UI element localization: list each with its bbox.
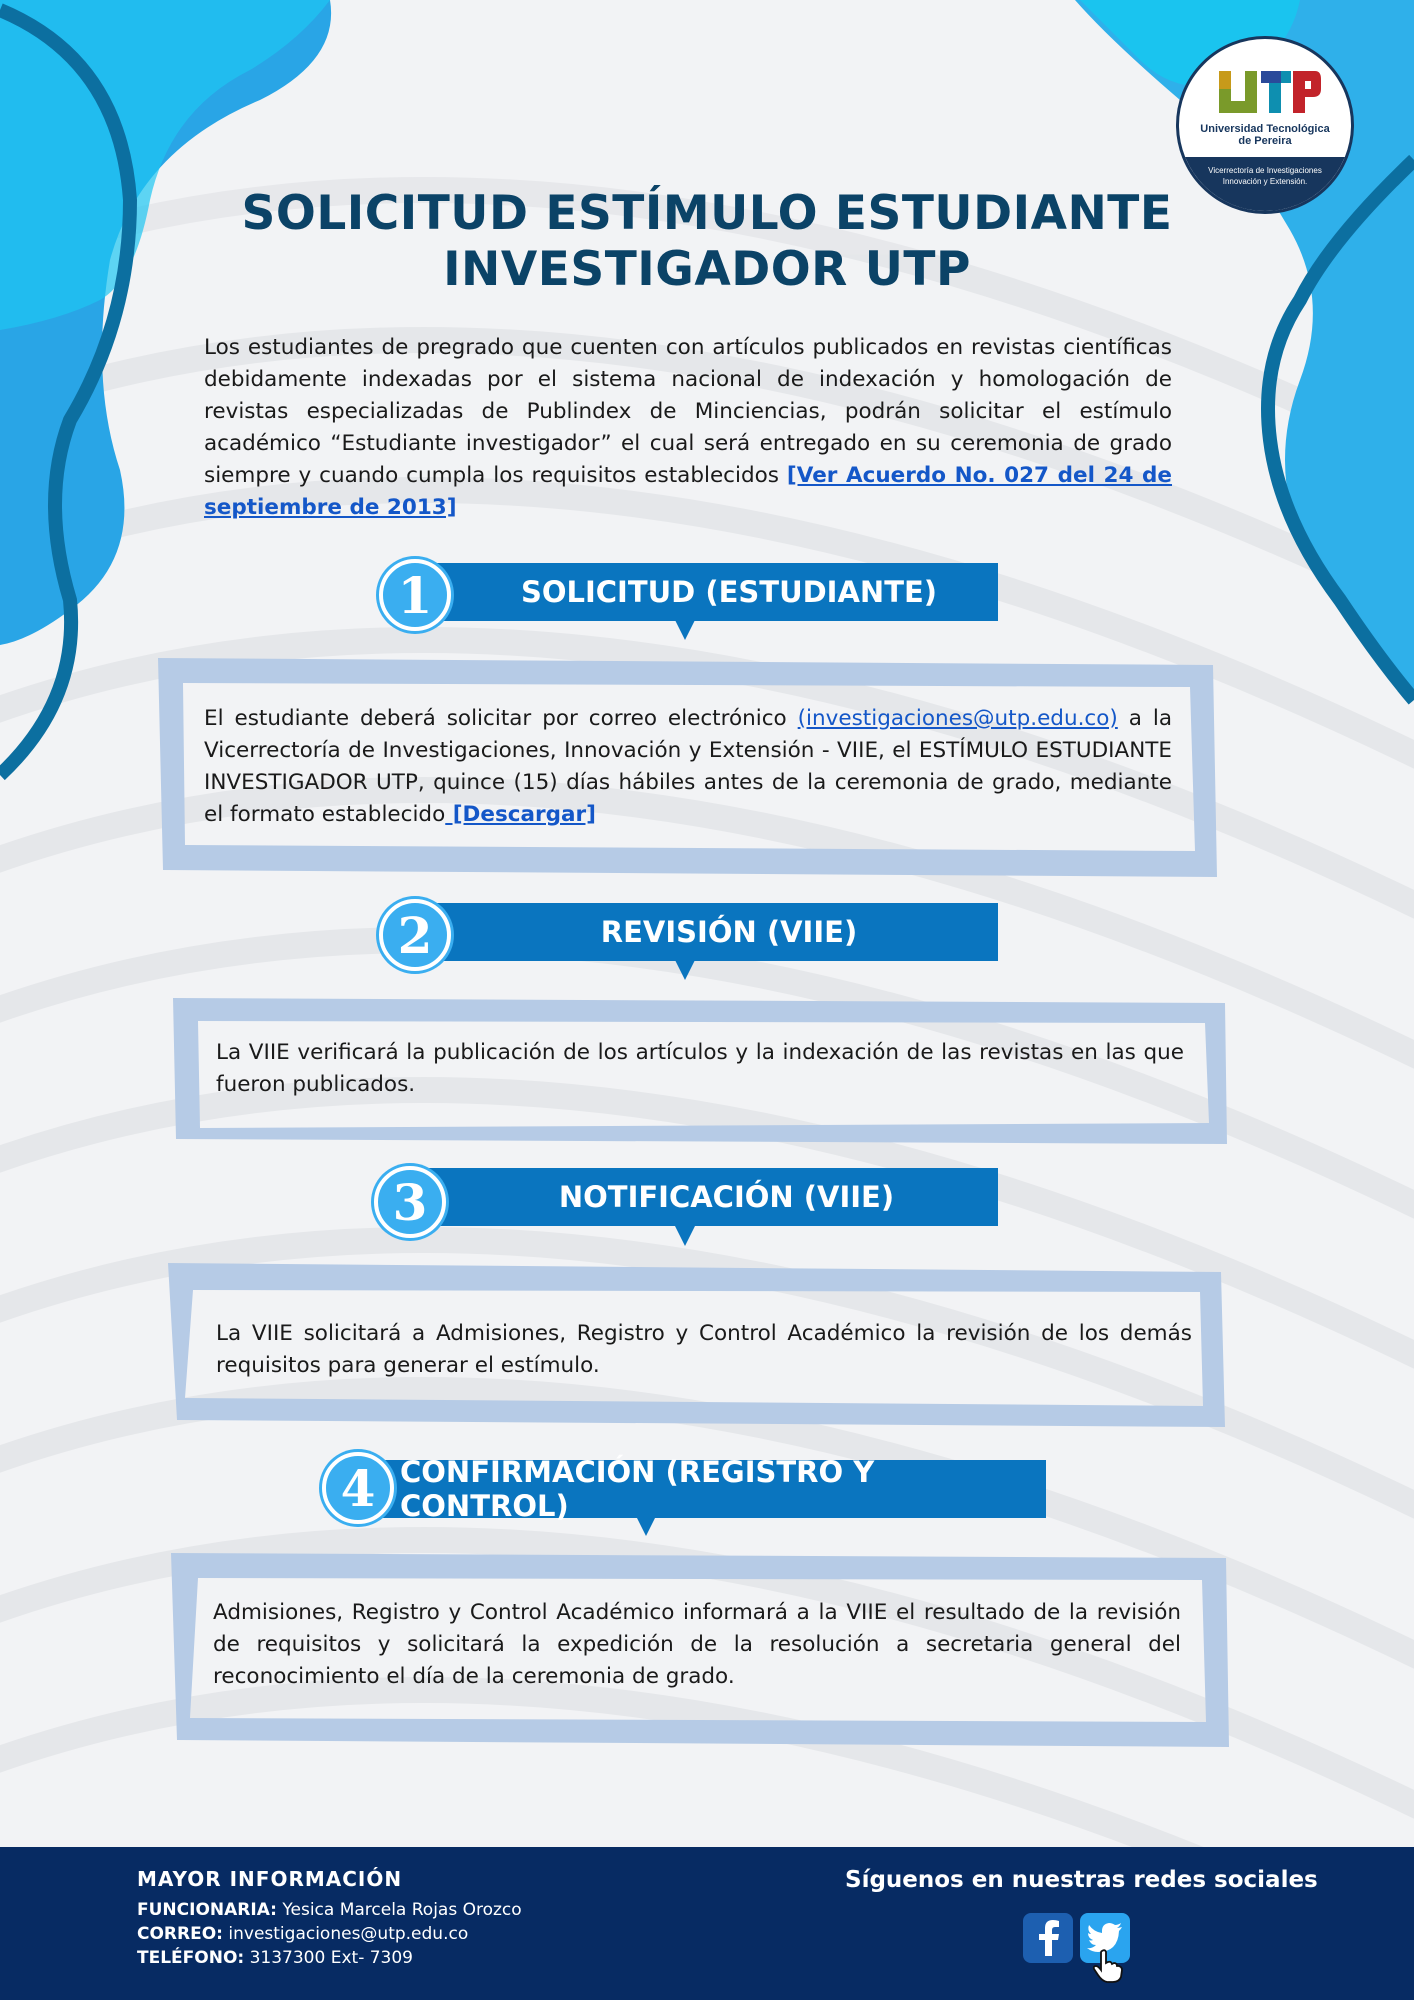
vicerrectoria-label: Vicerrectoría de Investigaciones Innovación y Extensión. — [1208, 166, 1322, 186]
step-2-title: REVISIÓN (VIIE) — [420, 903, 998, 961]
step-3-title: NOTIFICACIÓN (VIIE) — [415, 1168, 998, 1226]
footer-heading: MAYOR INFORMACIÓN — [137, 1867, 403, 1891]
footer-email: CORREO: investigaciones@utp.edu.co — [137, 1924, 469, 1944]
step-2-badge: 2 — [379, 899, 451, 971]
footer — [0, 1847, 1414, 2000]
download-link[interactable]: [Descargar] — [445, 802, 596, 827]
step-4-badge: 4 — [322, 1452, 394, 1524]
step-4-text: Admisiones, Registro y Control Académico informará a la VIIE el resultado de la revisión de requisitos y solicitará la expedición de la resolución a secretaria general del reconocimiento el día de la ceremonia de grado. — [213, 1600, 1181, 1689]
step-1-arrow — [675, 620, 695, 640]
utp-logo-mark — [1215, 67, 1321, 117]
step-2-text: La VIIE verificará la publicación de los artículos y la indexación de las revistas en las que fueron publicados. — [216, 1040, 1184, 1097]
step-4-title: CONFIRMACIÓN (REGISTRO Y CONTROL) — [364, 1460, 1046, 1518]
step-1-badge: 1 — [379, 559, 451, 631]
acuerdo-link[interactable]: [Ver Acuerdo No. 027 del 24 de septiembre de 2013] — [204, 463, 1172, 520]
page-title: SOLICITUD ESTÍMULO ESTUDIANTE INVESTIGADOR UTP — [241, 186, 1173, 297]
university-name: Universidad Tecnológica de Pereira — [1200, 123, 1330, 147]
step-3-arrow — [675, 1226, 695, 1246]
footer-contact: FUNCIONARIA: Yesica Marcela Rojas Orozco — [137, 1900, 522, 1920]
step-1-title: SOLICITUD (ESTUDIANTE) — [420, 563, 998, 621]
facebook-button[interactable] — [1023, 1913, 1073, 1963]
footer-phone: TELÉFONO: 3137300 Ext- 7309 — [137, 1948, 413, 1968]
step-3-badge: 3 — [374, 1166, 446, 1238]
facebook-icon — [1033, 1920, 1063, 1956]
step-4-arrow — [636, 1516, 656, 1536]
step-2-arrow — [675, 960, 695, 980]
social-heading: Síguenos en nuestras redes sociales — [845, 1867, 1318, 1893]
step-3-text: La VIIE solicitará a Admisiones, Registro y Control Académico la revisión de los demás requisitos para generar el estímulo. — [216, 1321, 1192, 1378]
email-link[interactable]: (investigaciones@utp.edu.co) — [797, 706, 1118, 731]
intro-paragraph: Los estudiantes de pregrado que cuenten con artículos publicados en revistas científicas debidamente indexadas por el sistema nacional de indexación y homologación de revistas especializadas de Publindex de Minciencias, podrán solicitar el estímulo académico “Estudiante investigador” el cual será entregado en su ceremonia de grado siempre y cuando cumpla los requisitos establecidos [Ver Acuerdo No. 027 del 24 de septiembre de 2013] — [204, 335, 1172, 520]
step-1-text: El estudiante deberá solicitar por correo electrónico (investigaciones@utp.edu.co) a la Vicerrectoría de Investigaciones, Innovación y Extensión - VIIE, el ESTÍMULO ESTUDIANTE INVESTIGADOR UTP, quince (15) días hábiles antes de la ceremonia de grado, mediante el formato establecido [Descargar] — [204, 706, 1172, 827]
hand-cursor-icon — [1092, 1949, 1124, 1983]
